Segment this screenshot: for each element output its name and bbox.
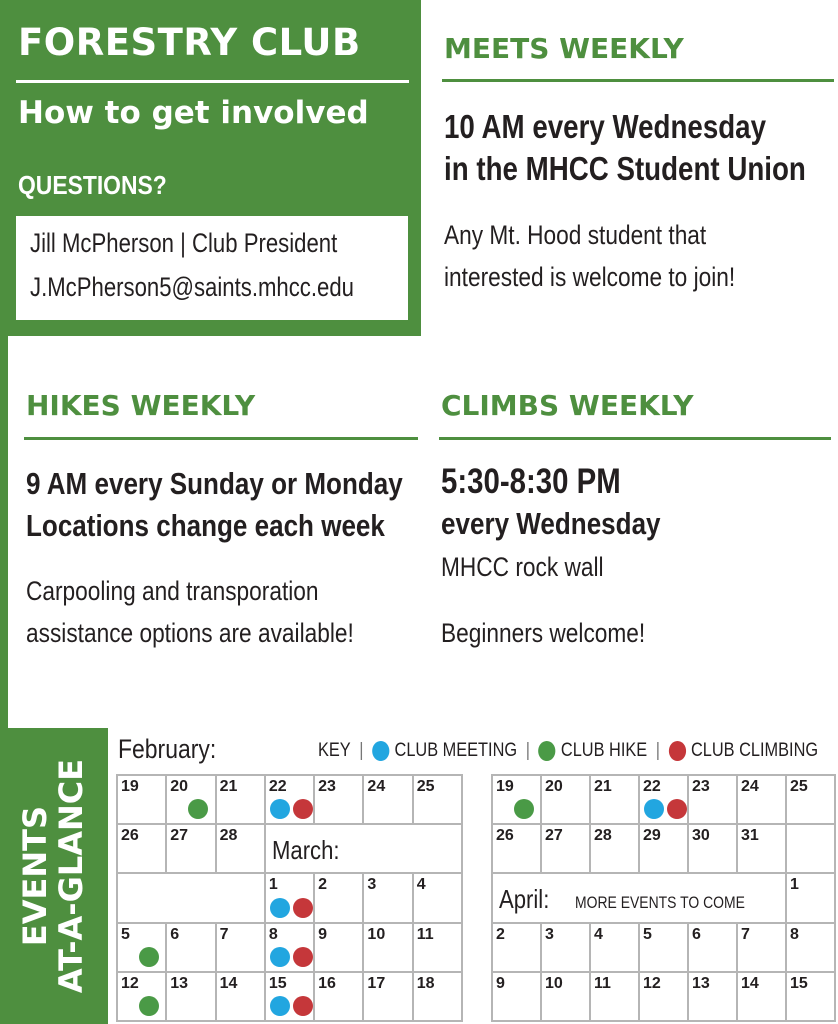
meets-location: in the MHCC Student Union bbox=[444, 150, 806, 187]
april-label: April: bbox=[499, 884, 550, 915]
day-number: 23 bbox=[692, 778, 710, 795]
calendar-cell bbox=[738, 973, 787, 1022]
day-number: 3 bbox=[367, 876, 377, 894]
day-number: 30 bbox=[692, 827, 710, 845]
calendar-cell bbox=[364, 973, 413, 1022]
calendar-cell bbox=[640, 924, 689, 973]
left-stripe bbox=[0, 336, 8, 728]
calendar-cell bbox=[315, 776, 364, 825]
calendar-cell bbox=[118, 973, 167, 1022]
calendar-cell bbox=[689, 825, 738, 874]
calendar-cell bbox=[414, 924, 463, 973]
calendar-cell bbox=[414, 776, 463, 825]
day-number: 8 bbox=[790, 925, 799, 943]
key-separator: | bbox=[525, 740, 530, 761]
key-climbing-label: CLUB CLIMBING bbox=[690, 740, 819, 761]
day-number: 7 bbox=[741, 925, 750, 943]
hikes-divider bbox=[24, 437, 418, 440]
day-number: 28 bbox=[594, 827, 612, 845]
day-number: 19 bbox=[496, 778, 514, 795]
calendar-cell bbox=[217, 776, 266, 825]
climbing-event-dot[interactable] bbox=[667, 799, 687, 819]
day-number: 24 bbox=[367, 778, 386, 795]
calendar-cell bbox=[167, 973, 216, 1022]
calendar-cell bbox=[493, 825, 542, 874]
calendar-cell bbox=[118, 776, 167, 825]
hike-event-dot[interactable] bbox=[188, 799, 208, 819]
calendar-cell bbox=[591, 973, 640, 1022]
calendar-cell bbox=[414, 874, 463, 923]
day-number: 11 bbox=[416, 925, 434, 943]
climbing-dot-icon bbox=[669, 741, 686, 761]
calendar-cell bbox=[167, 825, 216, 874]
meeting-event-dot[interactable] bbox=[270, 799, 290, 819]
day-number: 31 bbox=[741, 827, 759, 845]
calendar-cell bbox=[266, 973, 315, 1022]
march-label: March: bbox=[271, 835, 340, 866]
hikes-note-2: assistance options are available! bbox=[26, 618, 354, 648]
day-number: 1 bbox=[268, 876, 278, 894]
header-panel bbox=[0, 0, 421, 336]
day-number: 2 bbox=[496, 925, 505, 943]
climbing-event-dot[interactable] bbox=[293, 898, 313, 918]
meeting-event-dot[interactable] bbox=[270, 898, 290, 918]
calendar-cell bbox=[217, 924, 266, 973]
day-number: 15 bbox=[790, 974, 808, 992]
calendar-cell bbox=[738, 776, 787, 825]
day-number: 6 bbox=[692, 925, 701, 943]
day-number: 27 bbox=[170, 827, 189, 845]
climbs-time: 5:30-8:30 PM bbox=[441, 462, 621, 501]
climbs-day: every Wednesday bbox=[441, 506, 661, 541]
day-number: 12 bbox=[121, 974, 139, 992]
questions-label: QUESTIONS? bbox=[18, 170, 167, 200]
meets-divider bbox=[442, 79, 834, 82]
calendar-cell bbox=[315, 874, 364, 923]
day-number: 1 bbox=[790, 876, 799, 894]
day-number: 2 bbox=[318, 876, 328, 894]
calendar-cell bbox=[493, 973, 542, 1022]
calendar-cell bbox=[493, 776, 542, 825]
calendar-cell bbox=[217, 973, 266, 1022]
day-number: 10 bbox=[367, 925, 386, 943]
day-number: 4 bbox=[416, 876, 426, 894]
climbs-note: Beginners welcome! bbox=[441, 618, 646, 648]
meets-heading: MEETS WEEKLY bbox=[444, 32, 684, 65]
day-number: 14 bbox=[741, 974, 759, 992]
hike-event-dot[interactable] bbox=[514, 799, 534, 819]
day-number: 3 bbox=[545, 925, 554, 943]
contact-name: Jill McPherson | Club President bbox=[30, 228, 338, 258]
calendar-february-march bbox=[116, 774, 463, 1022]
hikes-location: Locations change each week bbox=[26, 508, 385, 543]
february-label: February: bbox=[118, 734, 217, 764]
calendar-cell bbox=[787, 825, 836, 874]
calendar-cell bbox=[167, 924, 216, 973]
hikes-time: 9 AM every Sunday or Monday bbox=[26, 466, 403, 501]
day-number: 5 bbox=[121, 925, 130, 943]
calendar-cell bbox=[738, 825, 787, 874]
calendar-cell bbox=[542, 924, 591, 973]
meeting-event-dot[interactable] bbox=[270, 947, 290, 967]
calendar-cell bbox=[315, 924, 364, 973]
calendar-cell bbox=[364, 874, 413, 923]
day-number: 8 bbox=[268, 925, 278, 943]
calendar-cell bbox=[542, 825, 591, 874]
day-number: 21 bbox=[594, 778, 612, 795]
climbing-event-dot[interactable] bbox=[293, 799, 313, 819]
day-number: 25 bbox=[416, 778, 435, 795]
calendar-cell bbox=[542, 776, 591, 825]
day-number: 13 bbox=[692, 974, 710, 992]
calendar-cell bbox=[493, 924, 542, 973]
hikes-heading: HIKES WEEKLY bbox=[26, 389, 256, 422]
day-number: 25 bbox=[790, 778, 808, 795]
calendar-cell bbox=[640, 973, 689, 1022]
climbing-event-dot[interactable] bbox=[293, 947, 313, 967]
calendar-cell bbox=[364, 924, 413, 973]
meets-time: 10 AM every Wednesday bbox=[444, 108, 767, 145]
key-hike-label: CLUB HIKE bbox=[560, 740, 648, 761]
calendar-cell bbox=[315, 973, 364, 1022]
hike-event-dot[interactable] bbox=[139, 996, 159, 1016]
calendar-cell bbox=[689, 924, 738, 973]
hike-dot-icon bbox=[539, 741, 556, 761]
meeting-event-dot[interactable] bbox=[644, 799, 664, 819]
key-meeting-label: CLUB MEETING bbox=[394, 740, 518, 761]
day-number: 21 bbox=[219, 778, 238, 795]
calendar-key bbox=[318, 740, 818, 762]
day-number: 26 bbox=[121, 827, 139, 845]
meets-note-2: interested is welcome to join! bbox=[444, 262, 736, 292]
meeting-event-dot[interactable] bbox=[270, 996, 290, 1016]
day-number: 12 bbox=[643, 974, 661, 992]
day-number: 14 bbox=[219, 974, 238, 992]
calendar-cell bbox=[689, 776, 738, 825]
contact-email[interactable]: J.McPherson5@saints.mhcc.edu bbox=[30, 272, 354, 302]
calendar-cell bbox=[787, 776, 836, 825]
events-heading bbox=[18, 759, 90, 993]
day-number: 23 bbox=[318, 778, 336, 795]
climbing-event-dot[interactable] bbox=[293, 996, 313, 1016]
calendar-cell bbox=[414, 973, 463, 1022]
calendar-cell bbox=[640, 776, 689, 825]
calendar-cell bbox=[118, 924, 167, 973]
key-separator: | bbox=[359, 740, 364, 761]
calendar-cell bbox=[738, 924, 787, 973]
hikes-note-1: Carpooling and transporation bbox=[26, 576, 319, 606]
calendar-cell bbox=[591, 825, 640, 874]
hike-event-dot[interactable] bbox=[139, 947, 159, 967]
day-number: 28 bbox=[219, 827, 238, 845]
day-number: 29 bbox=[643, 827, 661, 845]
calendar-cell bbox=[266, 776, 315, 825]
calendar-cell bbox=[640, 825, 689, 874]
climbs-location: MHCC rock wall bbox=[441, 552, 604, 582]
day-number: 17 bbox=[367, 974, 386, 992]
climbs-divider bbox=[439, 437, 831, 440]
more-events-note: MORE EVENTS TO COME bbox=[575, 893, 745, 913]
events-heading-line-1: EVENTS bbox=[16, 805, 55, 947]
day-number: 15 bbox=[268, 974, 287, 992]
day-number: 4 bbox=[594, 925, 603, 943]
title-divider bbox=[16, 80, 409, 83]
day-number: 24 bbox=[741, 778, 759, 795]
day-number: 27 bbox=[545, 827, 563, 845]
calendar-cell bbox=[787, 924, 836, 973]
contact-box bbox=[16, 216, 408, 320]
calendar-cell bbox=[167, 776, 216, 825]
day-number: 19 bbox=[121, 778, 139, 795]
day-number: 10 bbox=[545, 974, 563, 992]
day-number: 20 bbox=[545, 778, 563, 795]
key-label: KEY bbox=[318, 740, 351, 761]
calendar-cell bbox=[118, 874, 266, 923]
day-number: 11 bbox=[594, 974, 611, 992]
day-number: 9 bbox=[496, 974, 505, 992]
calendar-cell bbox=[787, 874, 836, 923]
day-number: 26 bbox=[496, 827, 514, 845]
day-number: 22 bbox=[643, 778, 661, 795]
day-number: 9 bbox=[318, 925, 328, 943]
events-heading-line-2: AT-A-GLANCE bbox=[52, 758, 90, 994]
key-separator: | bbox=[655, 740, 661, 761]
club-title: FORESTRY CLUB bbox=[18, 21, 361, 64]
calendar-cell bbox=[591, 776, 640, 825]
climbs-heading: CLIMBS WEEKLY bbox=[441, 389, 694, 422]
calendar-cell bbox=[118, 825, 167, 874]
calendar-cell bbox=[689, 973, 738, 1022]
day-number: 6 bbox=[170, 925, 180, 943]
day-number: 22 bbox=[268, 778, 287, 795]
calendar-cell bbox=[266, 924, 315, 973]
day-number: 20 bbox=[170, 778, 189, 795]
calendar-cell bbox=[591, 924, 640, 973]
calendar-march-april bbox=[491, 774, 836, 1022]
day-number: 13 bbox=[170, 974, 189, 992]
subtitle: How to get involved bbox=[18, 95, 369, 131]
day-number: 18 bbox=[416, 974, 435, 992]
day-number: 7 bbox=[219, 925, 229, 943]
calendar-cell bbox=[266, 874, 315, 923]
calendar-cell bbox=[364, 776, 413, 825]
calendar-cell bbox=[787, 973, 836, 1022]
day-number: 5 bbox=[643, 925, 652, 943]
meets-note-1: Any Mt. Hood student that bbox=[444, 220, 707, 250]
meeting-dot-icon bbox=[372, 741, 389, 761]
calendar-cell bbox=[542, 973, 591, 1022]
day-number: 16 bbox=[318, 974, 336, 992]
calendar-cell bbox=[217, 825, 266, 874]
